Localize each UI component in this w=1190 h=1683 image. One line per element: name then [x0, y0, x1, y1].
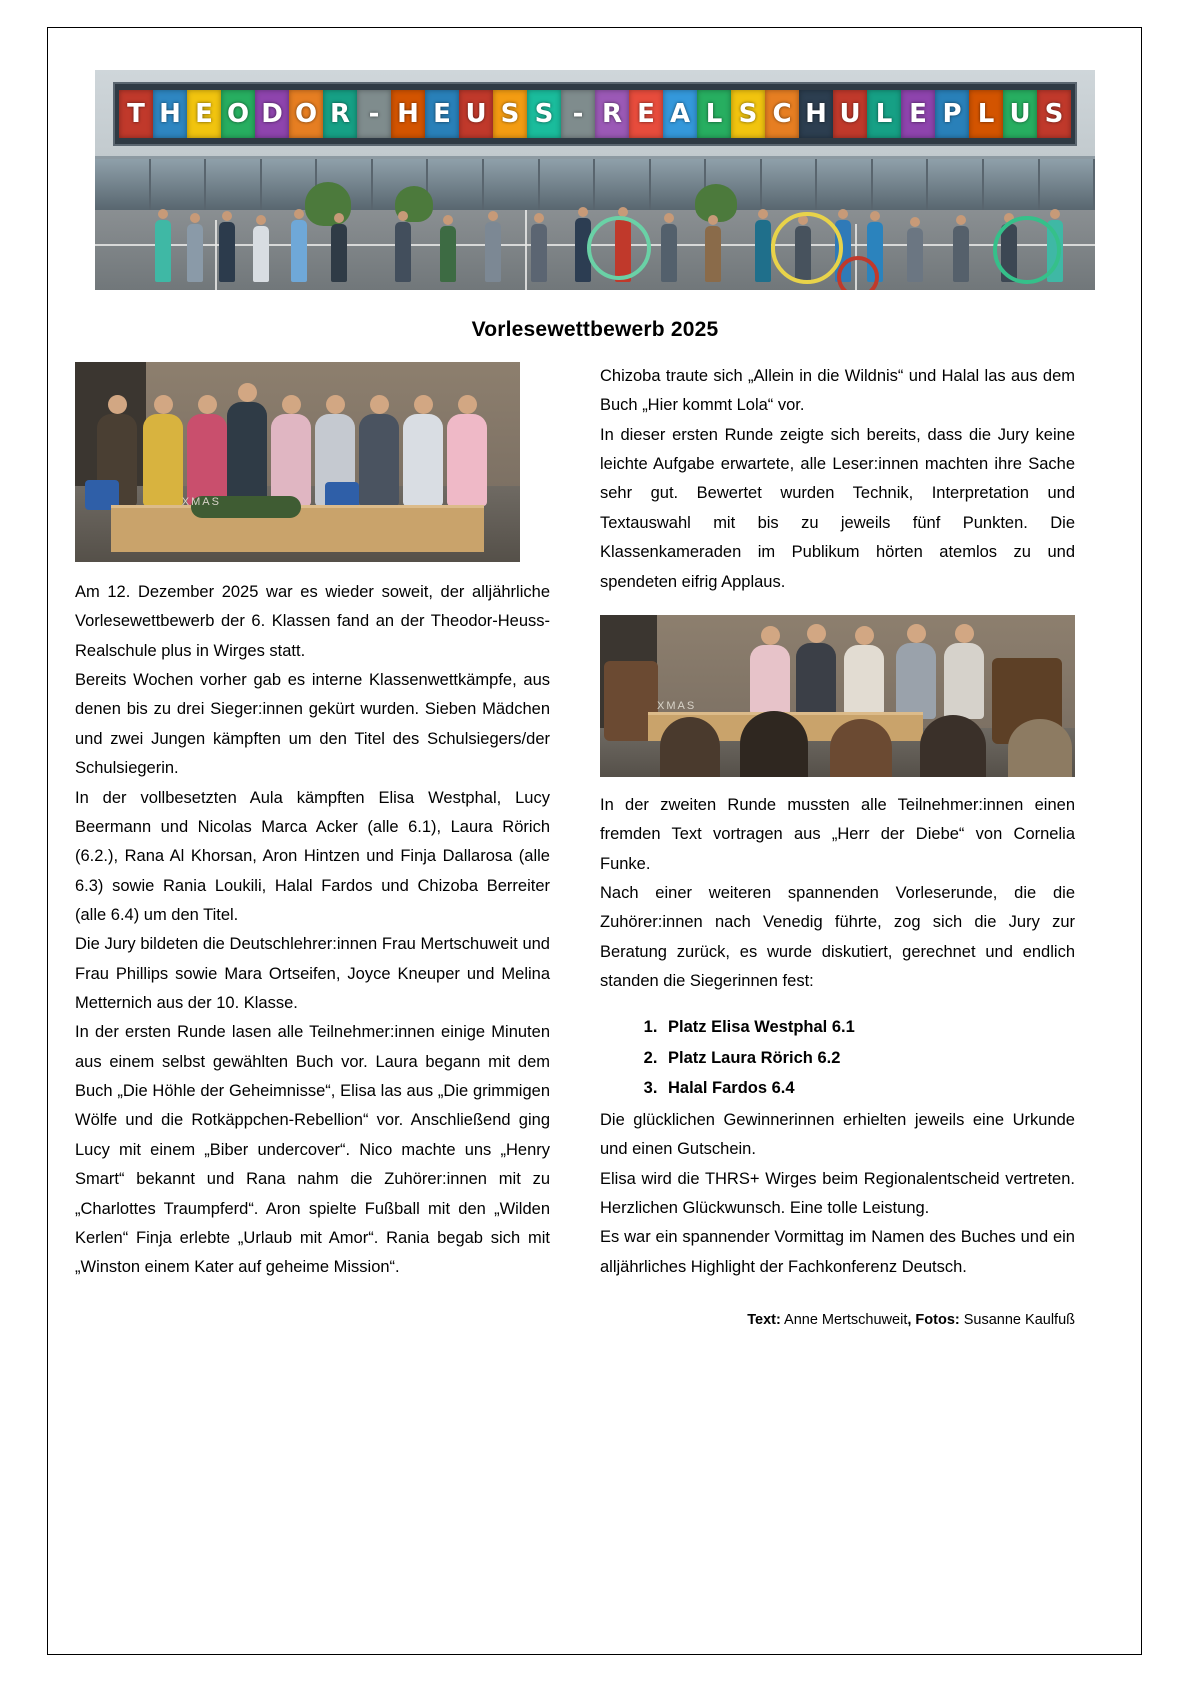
paragraph-regional-round: Elisa wird die THRS+ Wirges beim Regionalentscheid vertreten. Herzlichen Glückwunsch. Eine tolle Leistung. — [600, 1169, 1075, 1218]
paragraph-preliminary-rounds: Bereits Wochen vorher gab es interne Klassenwettkämpfe, aus denen bis zu drei Sieger:innen gekürt wurden. Sieben Mädchen und zwei Jungen kämpften um den Titel des Schulsiegers/der Schulsiegerin. — [75, 671, 550, 778]
banner-schoolyard — [95, 210, 1095, 290]
credits-text-author: Anne Mertschuweit — [780, 1312, 908, 1329]
facade-letter-tile: O — [221, 90, 255, 138]
winner-item: 2. Platz Laura Rörich 6.2 — [662, 1043, 1075, 1074]
banner-window-row — [95, 156, 1095, 213]
paragraph-prizes: Die glücklichen Gewinnerinnen erhielten jeweils eine Urkunde und einen Gutschein. — [600, 1110, 1075, 1159]
facade-letter-tile: L — [969, 90, 1003, 138]
two-column-layout — [75, 362, 1115, 1328]
facade-letter-tile: D — [255, 90, 289, 138]
page-content — [75, 60, 1115, 1625]
facade-letter-tile: U — [833, 90, 867, 138]
school-facade-banner — [95, 70, 1095, 290]
facade-letter-tile: H — [391, 90, 425, 138]
facade-letter-tile: S — [527, 90, 561, 138]
facade-letter-tile: H — [153, 90, 187, 138]
xmas-decor-letters: XMAS — [657, 700, 697, 713]
facade-letter-tile: L — [697, 90, 731, 138]
facade-letter-tile: E — [629, 90, 663, 138]
winners-list — [600, 1012, 1075, 1104]
facade-letter-tile: U — [1003, 90, 1037, 138]
facade-letter-tile: S — [493, 90, 527, 138]
facade-letter-sign — [113, 82, 1077, 146]
facade-letter-tile: S — [1037, 90, 1071, 138]
facade-letter-tile: R — [323, 90, 357, 138]
facade-letter-tile: C — [765, 90, 799, 138]
paragraph-closing: Es war ein spannender Vormittag im Namen des Buches und ein alljährliches Highlight der Fachkonferenz Deutsch. — [600, 1228, 1075, 1276]
xmas-decor-letters: XMAS — [181, 496, 221, 508]
credits-text-label: Text: — [747, 1312, 781, 1329]
credits-line — [600, 1312, 1075, 1328]
left-column — [75, 362, 550, 1283]
credits-photos-author: Susanne Kaulfuß — [959, 1312, 1075, 1329]
facade-letter-tile: U — [459, 90, 493, 138]
article-title: Vorlesewettbewerb 2025 — [471, 318, 719, 341]
paragraph-participants: In der vollbesetzten Aula kämpften Elisa Westphal, Lucy Beermann und Nicolas Marca Acker (alle 6.1), Laura Rörich (6.2.), Rana Al Khorsan, Aron Hintzen und Finja Dallarosa (alle 6.3) sowie Rania Loukili, Halal Fardos und Chizoba Berreiter (alle 6.4) um den Titel. — [75, 788, 550, 924]
winner-item: 1. Platz Elisa Westphal 6.1 — [662, 1012, 1075, 1043]
paragraph-second-round: In der zweiten Runde mussten alle Teilnehmer:innen einen fremden Text vortragen aus „Herr der Diebe“ von Cornelia Funke. — [600, 795, 1075, 873]
winner-item: 3. Halal Fardos 6.4 — [662, 1073, 1075, 1104]
facade-letter-tile: E — [187, 90, 221, 138]
paragraph-intro: Am 12. Dezember 2025 war es wieder soweit, der alljährliche Vorlesewettbewerb der 6. Klassen fand an der Theodor-Heuss-Realschule plus in Wirges statt. — [75, 583, 550, 660]
facade-letter-tile: R — [595, 90, 629, 138]
facade-letter-tile: P — [935, 90, 969, 138]
facade-letter-tile: E — [425, 90, 459, 138]
facade-letter-tile: L — [867, 90, 901, 138]
paragraph-first-round: In der ersten Runde lasen alle Teilnehmer:innen einige Minuten aus einem selbst gewählten Buch vor. Laura begann mit dem Buch „Die Höhle der Geheimnisse“, Elisa las aus „Die grimmigen Wölfe und die Rotkäppchen-Rebellion“ vor. Anschließend ging Lucy mit einem „Biber undercover“. Nico machte uns „Henry Smart“ bekannt und Rana nahm die Zuhörer:innen mit zu „Charlottes Traumpferd“. Aron spielte Fußball mit den „Wilden Kerlen“ Finja erlebte „Urlaub mit Amor“. Rania begab sich mit „Winston einem Kater auf geheime Mission“. — [75, 1023, 550, 1277]
facade-letter-tile: O — [289, 90, 323, 138]
facade-letter-tile: S — [731, 90, 765, 138]
facade-letter-tile: H — [799, 90, 833, 138]
facade-letter-tile: E — [901, 90, 935, 138]
facade-letter-tile: - — [561, 90, 595, 138]
facade-letter-tile: T — [119, 90, 153, 138]
paragraph-deliberation: Nach einer weiteren spannenden Vorleserunde, die die Zuhörer:innen nach Venedig führte, zog sich die Jury zur Beratung zurück, es wurde diskutiert, gerechnet und endlich standen die Siegerinnen fest: — [600, 883, 1075, 991]
photo-participants-group — [75, 362, 520, 562]
facade-letter-tile: A — [663, 90, 697, 138]
photo-jury-and-audience — [600, 615, 1075, 777]
paragraph-scoring: In dieser ersten Runde zeigte sich bereits, dass die Jury keine leichte Aufgabe erwartete, alle Leser:innen machten ihre Sache sehr gut. Bewertet wurden Technik, Interpretation und Textauswahl mit bis zu jeweils fünf Punkten. Die Klassenkameraden im Publikum hörten atemlos zu und spendeten eifrig Applaus. — [600, 425, 1075, 591]
right-column — [600, 362, 1075, 1328]
paragraph-jury: Die Jury bildeten die Deutschlehrer:innen Frau Mertschuweit und Frau Phillips sowie Mara Ortseifen, Joyce Kneuper und Melina Metternich aus der 10. Klasse. — [75, 935, 550, 1013]
credits-photos-label: , Fotos: — [907, 1312, 960, 1329]
facade-letter-tile: - — [357, 90, 391, 138]
paragraph-chizoba-halal: Chizoba traute sich „Allein in die Wildnis“ und Halal las aus dem Buch „Hier kommt Lola“ vor. — [600, 367, 1075, 415]
